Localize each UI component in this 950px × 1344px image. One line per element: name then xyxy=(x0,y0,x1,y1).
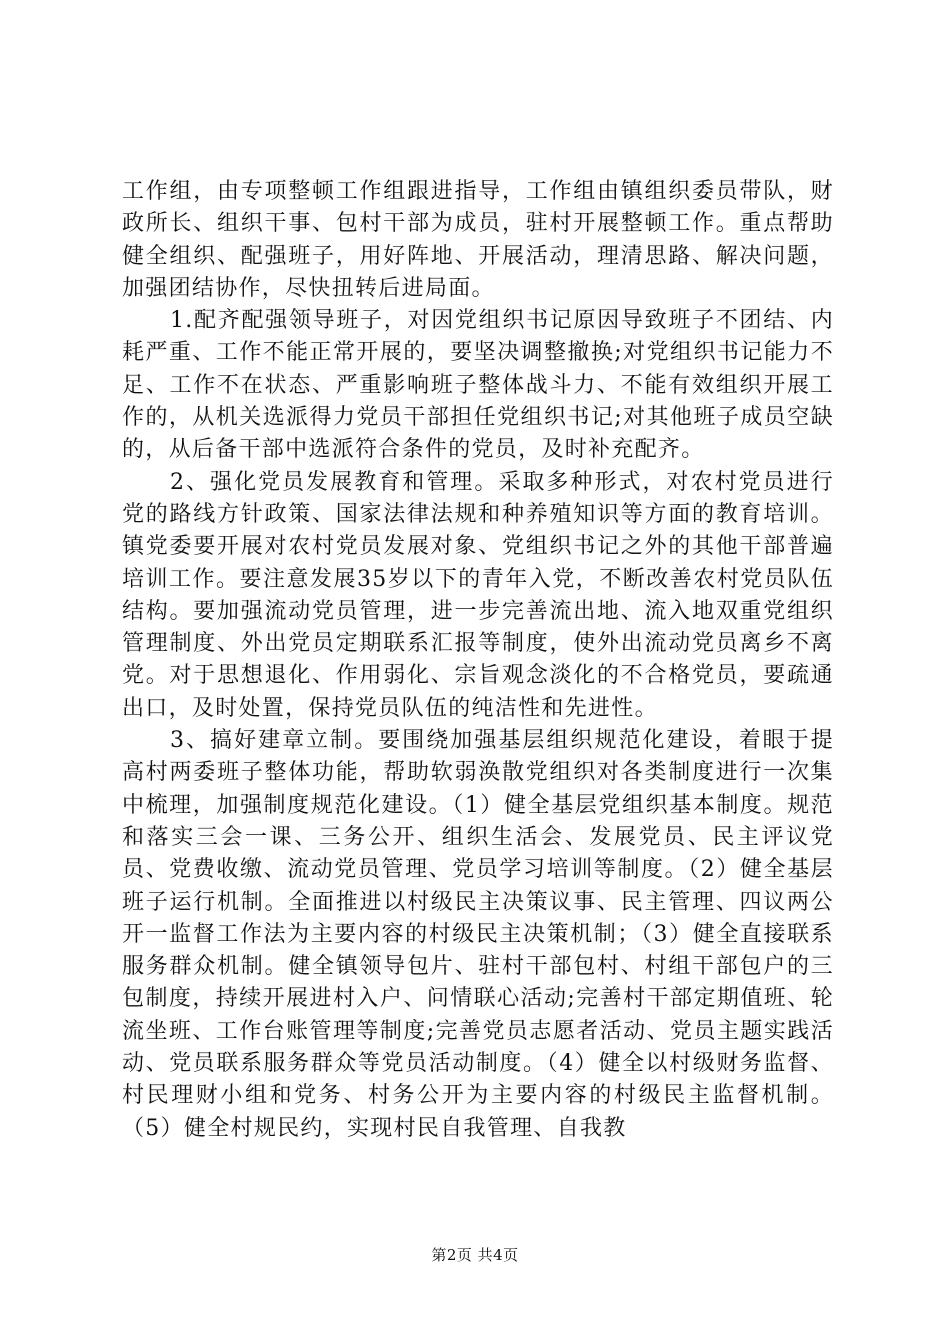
paragraph-work-group: 工作组，由专项整顿工作组跟进指导，工作组由镇组织委员带队，财政所长、组织干事、包村干部为成员，驻村开展整顿工作。重点帮助健全组织、配强班子，用好阵地、开展活动，理清思路、解决问题，加强团结协作，尽快扭转后进局面。 xyxy=(122,179,834,301)
paragraph-leadership-team: 1.配齐配强领导班子，对因党组织书记原因导致班子不团结、内耗严重、工作不能正常开展的，要坚决调整撤换;对党组织书记能力不足、工作不在状态、严重影响班子整体战斗力、不能有效组织开展工作的，从机关选派得力党员干部担任党组织书记;对其他班子成员空缺的，从后备干部中选派符合条件的党员，及时补充配齐。 xyxy=(122,308,834,463)
page-number-footer: 第2页 共4页 xyxy=(431,1246,519,1264)
document-body xyxy=(122,176,834,1145)
paragraph-rules-and-systems: 3、搞好建章立制。要围绕加强基层组织规范化建设，着眼于提高村两委班子整体功能，帮助软弱涣散党组织对各类制度进行一次集中梳理，加强制度规范化建设。（1）健全基层党组织基本制度。规范和落实三会一课、三务公开、组织生活会、发展党员、民主评议党员、党费收缴、流动党员管理、党员学习培训等制度。（2）健全基层班子运行机制。全面推进以村级民主决策议事、民主管理、四议两公开一监督工作法为主要内容的村级民主决策机制；（3）健全直接联系服务群众机制。健全镇领导包片、驻村干部包村、村组干部包户的三包制度，持续开展进村入户、问情联心活动;完善村干部定期值班、轮流坐班、工作台账管理等制度;完善党员志愿者活动、党员主题实践活动、党员联系服务群众等党员活动制度。（4）健全以村级财务监督、村民理财小组和党务、村务公开为主要内容的村级民主监督机制。（5）健全村规民约，实现村民自我管理、自我教 xyxy=(122,728,834,1141)
paragraph-party-member-management: 2、强化党员发展教育和管理。采取多种形式，对农村党员进行党的路线方针政策、国家法律法规和种养殖知识等方面的教育培训。镇党委要开展对农村党员发展对象、党组织书记之外的其他干部普遍培训工作。要注意发展35岁以下的青年入党，不断改善农村党员队伍结构。要加强流动党员管理，进一步完善流出地、流入地双重党组织管理制度、外出党员定期联系汇报等制度，使外出流动党员离乡不离党。对于思想退化、作用弱化、宗旨观念淡化的不合格党员，要疏通出口，及时处置，保持党员队伍的纯洁性和先进性。 xyxy=(122,469,834,721)
